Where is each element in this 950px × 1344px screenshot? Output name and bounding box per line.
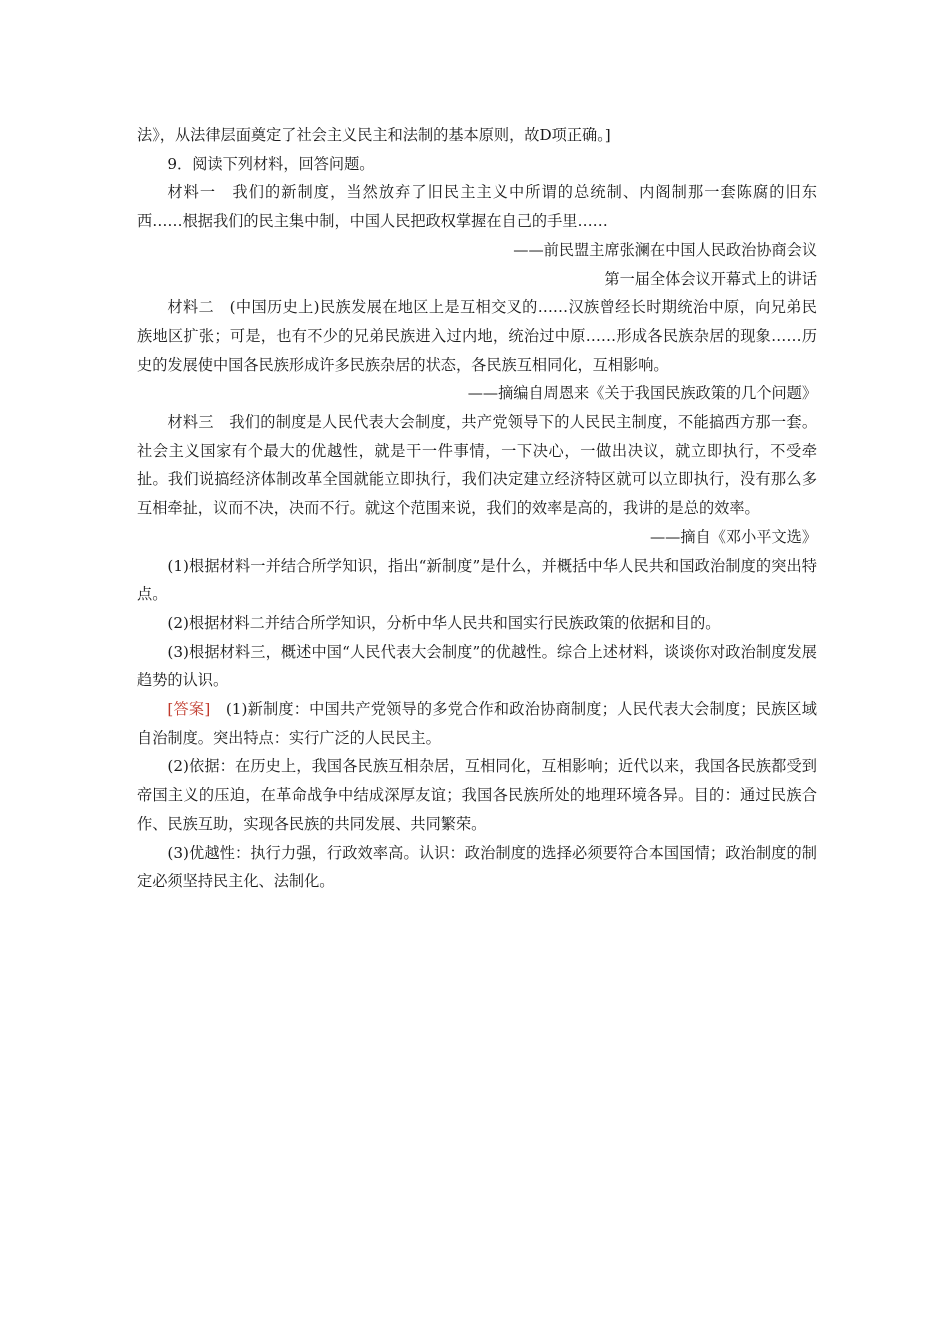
material-three-text: 材料三 我们的制度是人民代表大会制度，共产党领导下的人民民主制度，不能搞西方那一套。社会主义国家有个最大的优越性，就是干一件事情，一下决心，一做出决议，就立即执行，不受牵扯。我们说搞经济体制改革全国就能立即执行，我们决定建立经济特区就可以立即执行，没有那么多互相牵扯，议而不决，决而不行。就这个范围来说，我们的效率是高的，我讲的是总的效率。	[137, 413, 817, 518]
material-one-text: 材料一 我们的新制度，当然放弃了旧民主主义中所谓的总统制、内阁制那一套陈腐的旧东西……根据我们的民主集中制，中国人民把政权掌握在自己的手里……	[137, 183, 817, 231]
question-2: (2)根据材料二并结合所学知识，分析中华人民共和国实行民族政策的依据和目的。	[167, 613, 721, 632]
question-3: (3)根据材料三，概述中国“人民代表大会制度”的优越性。综合上述材料，谈谈你对政治制度发展趋势的认识。	[137, 642, 817, 690]
material-one-source-line2: 第一届全体会议开幕式上的讲话	[604, 269, 817, 288]
material-two-source: ——摘编自周恩来《关于我国民族政策的几个问题》	[467, 384, 817, 403]
document-body	[137, 121, 817, 896]
material-one-source-line1: ——前民盟主席张澜在中国人民政治协商会议	[513, 240, 817, 259]
material-three-source: ——摘自《邓小平文选》	[649, 527, 817, 546]
intro-line: 法》，从法律层面奠定了社会主义民主和法制的基本原则，故D项正确。]	[137, 126, 611, 144]
question-1: (1)根据材料一并结合所学知识，指出“新制度”是什么，并概括中华人民共和国政治制度的突出特点。	[137, 556, 817, 604]
question-title: 9．阅读下列材料，回答问题。	[167, 154, 375, 173]
answer-part-1-text: (1)新制度：中国共产党领导的多党合作和政治协商制度；人民代表大会制度；民族区域自治制度。突出特点：实行广泛的人民民主。	[137, 700, 817, 747]
answer-part-2: (2)依据：在历史上，我国各民族互相杂居，互相同化，互相影响；近代以来，我国各民族都受到帝国主义的压迫，在革命战争中结成深厚友谊；我国各民族所处的地理环境各异。目的：通过民族合作、民族互助，实现各民族的共同发展、共同繁荣。	[137, 757, 817, 833]
material-two-text: 材料二 (中国历史上)民族发展在地区上是互相交叉的……汉族曾经长时期统治中原，向兄弟民族地区扩张；可是，也有不少的兄弟民族进入过内地，统治过中原……形成各民族杂居的现象……历史的发展使中国各民族形成许多民族杂居的状态，各民族互相同化，互相影响。	[137, 298, 817, 374]
answer-part-3: (3)优越性：执行力强，行政效率高。认识：政治制度的选择必须要符合本国国情；政治制度的制定必须坚持民主化、法制化。	[137, 843, 817, 891]
answer-part-1	[137, 695, 817, 752]
answer-tag: [答案]	[167, 700, 211, 719]
